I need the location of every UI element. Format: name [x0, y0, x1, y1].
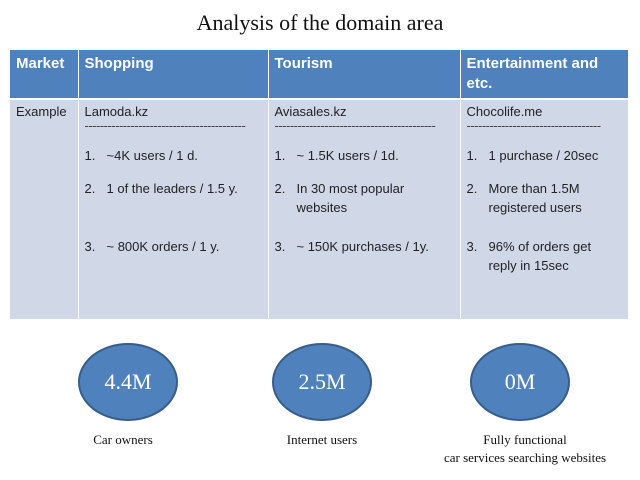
car-owners-stat-circle: 4.4M — [78, 343, 178, 421]
separator-line: ----------------------------------- — [466, 120, 601, 132]
page-title: Analysis of the domain area — [196, 10, 444, 35]
internet-users-stat-circle: 2.5M — [272, 343, 372, 421]
metrics-list — [275, 146, 454, 256]
list-item — [275, 237, 454, 256]
list-item — [85, 146, 262, 165]
item-text: 1 of the leaders / 1.5 y. — [106, 181, 238, 196]
item-text: ~ 1.5K users / 1d. — [296, 148, 399, 163]
metrics-list — [467, 146, 623, 275]
list-item — [467, 146, 623, 165]
caption-line: car services searching websites — [443, 450, 607, 465]
item-number: 2. — [84, 181, 96, 196]
list-item — [85, 179, 262, 198]
header-cell-entertainment: Entertainment and etc. — [460, 50, 628, 99]
item-number: 2. — [274, 181, 286, 196]
car-service-sites-stat-circle: 0M — [470, 343, 570, 421]
item-number: 3. — [84, 239, 96, 254]
list-item — [467, 237, 623, 275]
list-item — [275, 179, 454, 217]
item-number: 1. — [84, 148, 96, 163]
separator-line: ------------------------------------------ — [274, 120, 436, 132]
list-item — [85, 237, 262, 256]
item-text: In 30 most popular websites — [296, 181, 405, 215]
tourism-cell — [268, 99, 460, 319]
list-item — [275, 146, 454, 165]
car-owners-caption: Car owners — [93, 432, 153, 447]
item-number: 3. — [274, 239, 286, 254]
item-text: ~ 800K orders / 1 y. — [106, 239, 220, 254]
header-cell-tourism: Tourism — [268, 50, 460, 99]
entertainment-cell — [460, 99, 628, 319]
internet-users-caption: Internet users — [286, 432, 358, 447]
site-name: Lamoda.kz — [84, 104, 149, 119]
item-text: ~4K users / 1 d. — [106, 148, 198, 163]
item-text: ~ 150K purchases / 1y. — [296, 239, 429, 254]
analysis-table — [10, 50, 628, 319]
site-name: Aviasales.kz — [274, 104, 347, 119]
item-text: More than 1.5M registered users — [488, 181, 582, 215]
car-service-sites-caption — [410, 431, 640, 467]
table-header-row — [10, 50, 628, 99]
item-number: 1. — [466, 148, 478, 163]
shopping-cell — [78, 99, 268, 319]
header-cell-shopping: Shopping — [78, 50, 268, 99]
list-item — [467, 179, 623, 217]
site-name: Chocolife.me — [466, 104, 543, 119]
item-number: 1. — [274, 148, 286, 163]
metrics-list — [85, 146, 262, 256]
caption-line: Fully functional — [483, 432, 567, 447]
item-number: 2. — [466, 181, 478, 196]
header-cell-market: Market — [10, 50, 78, 99]
separator-line: ------------------------------------------ — [84, 120, 246, 132]
row-label-example: Example — [10, 99, 78, 319]
item-number: 3. — [466, 239, 478, 254]
item-text: 1 purchase / 20sec — [488, 148, 599, 163]
item-text: 96% of orders get reply in 15sec — [488, 239, 592, 273]
table-row — [10, 99, 628, 319]
